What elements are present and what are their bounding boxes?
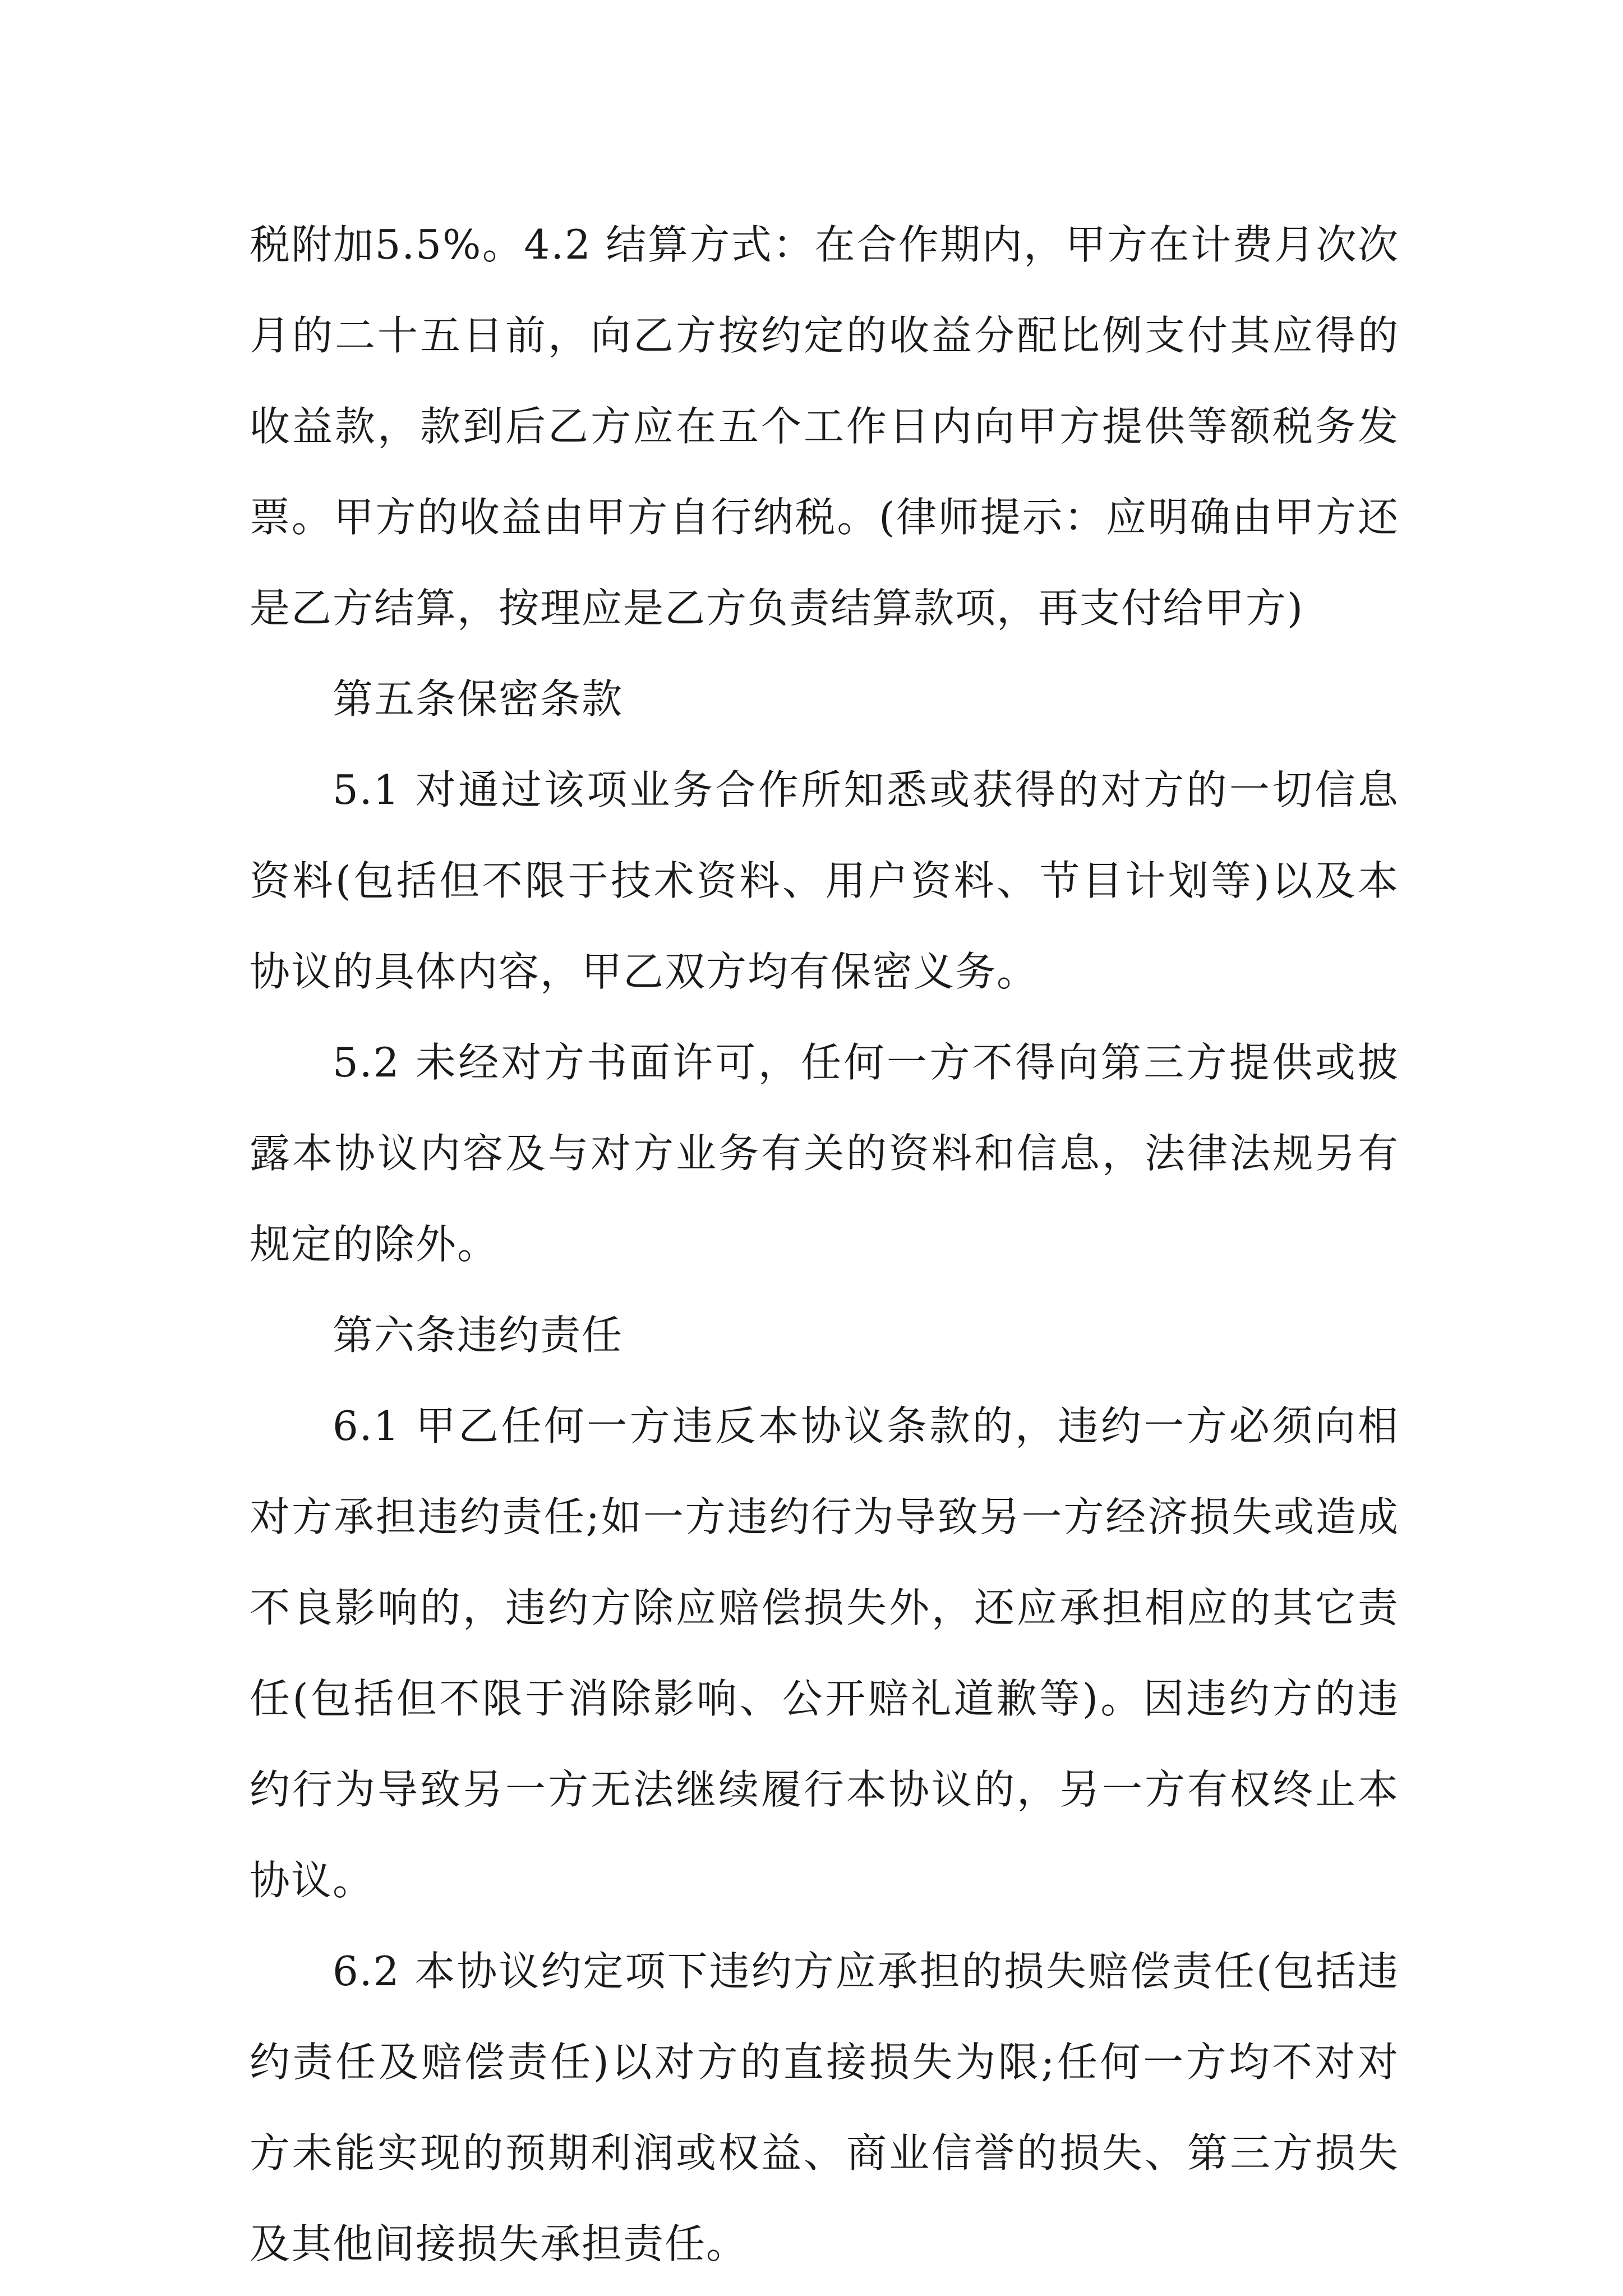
heading-article-5: 第五条保密条款 (333, 675, 624, 723)
paragraph-5-1: 5.1 对通过该项业务合作所知悉或获得的对方的一切信息资料(包括但不限于技术资料、用户资料、节目计划等)以及本协议的具体内容，甲乙双方均有保密义务。 (250, 766, 1399, 995)
paragraph-6-1: 6.1 甲乙任何一方违反本协议条款的，违约一方必须向相对方承担违约责任;如一方违约行为导致另一方经济损失或造成不良影响的，违约方除应赔偿损失外，还应承担相应的其它责任(包括但不限于消除影响、公开赔礼道歉等)。因违约方的违约行为导致另一方无法继续履行本协议的，另一方有权终止本协议。 (250, 1402, 1399, 1904)
paragraph-6-2: 6.2 本协议约定项下违约方应承担的损失赔偿责任(包括违约责任及赔偿责任)以对方的直接损失为限;任何一方均不对对方未能实现的预期利润或权益、商业信誉的损失、第三方损失及其他间接损失承担责任。 (250, 1948, 1399, 2267)
heading-article-6: 第六条违约责任 (333, 1312, 624, 1359)
paragraph-5-2: 5.2 未经对方书面许可，任何一方不得向第三方提供或披露本协议内容及与对方业务有关的资料和信息，法律法规另有规定的除外。 (250, 1039, 1399, 1268)
document-page (250, 199, 1399, 2289)
paragraph-settlement: 税附加5.5%。4.2 结算方式：在合作期内，甲方在计费月次次月的二十五日前，向乙方按约定的收益分配比例支付其应得的收益款，款到后乙方应在五个工作日内向甲方提供等额税务发票。甲方的收益由甲方自行纳税。(律师提示：应明确由甲方还是乙方结算，按理应是乙方负责结算款项，再支付给甲方) (250, 221, 1399, 632)
